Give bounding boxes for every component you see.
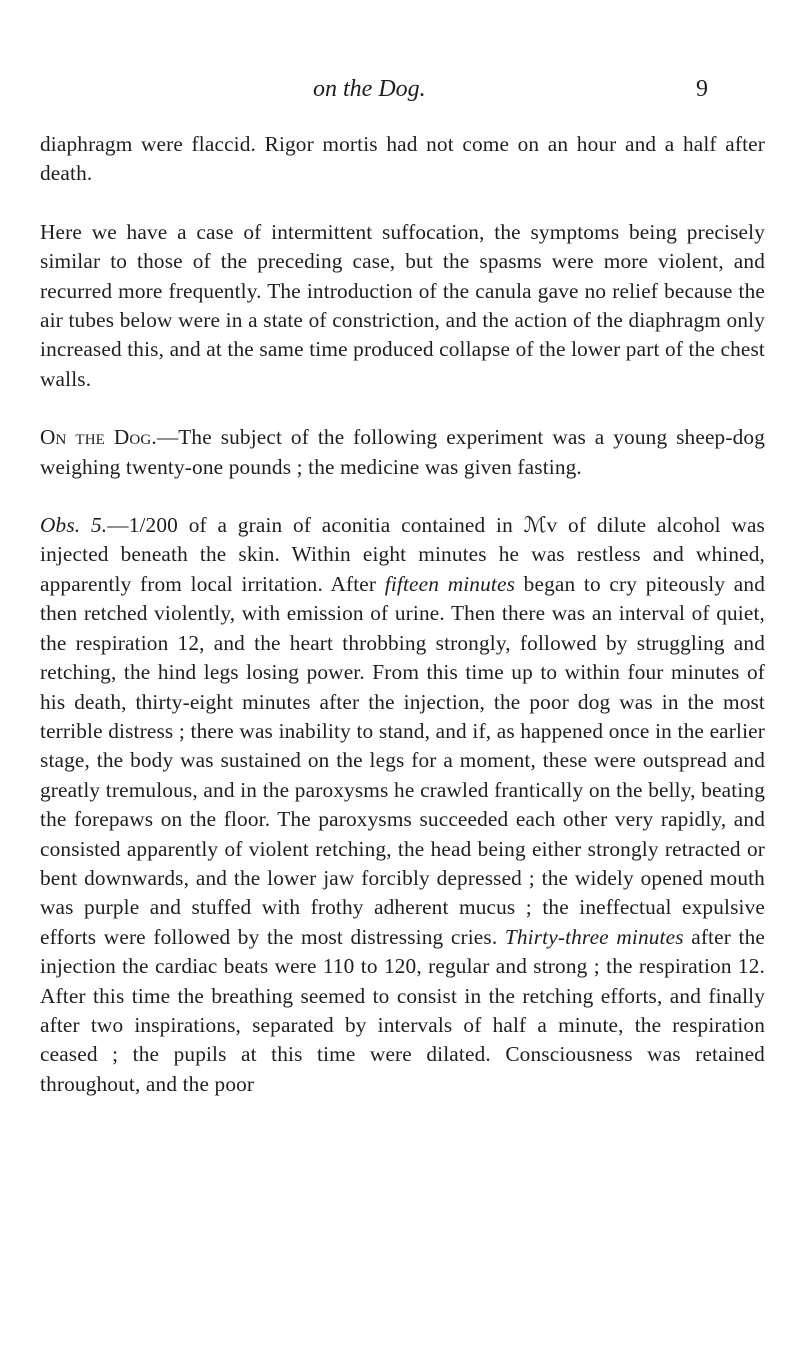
paragraph-4-text-b: began to cry piteously and then retched violently, with emission of urine. Then there was an interval of quiet, the respiration 12, and the heart throbbing strongly, followed by struggling and retching, the hind legs losing power. From this time up to within four minutes of his death, thirty-eight minutes after the injection, the poor dog was in the most terrible distress ; there was inability to stand, and if, as happened once in the earlier stage, the body was sustained on the legs for a moment, these were outspread and greatly tremulous, and in the paroxysms he crawled frantically on the belly, beating the forepaws on the floor. The paroxysms succeeded each other very rapidly, and consisted apparently of violent retching, the head being either strongly retracted or bent downwards, and the lower jaw forcibly depressed ; the widely opened mouth was purple and stuffed with frothy adherent mucus ; the ineffectual expulsive efforts were followed by the most distressing cries. (40, 571, 766, 949)
paragraph-2 (40, 218, 765, 394)
running-head (0, 76, 801, 110)
paragraph-2-text: Here we have a case of intermittent suffocation, the symptoms being precisely similar to those of the preceding case, but the spasms were more violent, and recurred more frequently. The introduction of the canula gave no relief because the air tubes below were in a state of constriction, and the action of the diaphragm only increased this, and at the same time produced collapse of the lower part of the chest walls. (40, 219, 765, 391)
page-number: 9 (696, 76, 708, 102)
running-title: on the Dog. (313, 76, 426, 102)
page-body (40, 130, 765, 1128)
dose-fraction: —1/200 (107, 513, 178, 538)
emphasis-thirty-three-minutes: Thirty-three minutes (504, 924, 684, 949)
paragraph-3-text: —The subject of the following experiment was a young sheep-dog weighing twenty-one pounds ; the medicine was given fasting. (40, 425, 765, 479)
section-heading: On the Dog. (40, 425, 157, 450)
emphasis-fifteen-minutes: fifteen minutes (384, 571, 516, 596)
paragraph-4 (40, 511, 765, 1099)
paragraph-4-text-c: after the injection the cardiac beats were 110 to 120, regular and strong ; the respiration 12. After this time the breathing seemed to consist in the retching efforts, and finally after two inspirations, separated by intervals of half a minute, the respiration ceased ; the pupils at this time were dilated. Consciousness was retained throughout, and the poor (40, 924, 765, 1096)
paragraph-1-text: diaphragm were flaccid. Rigor mortis had not come on an hour and a half after death. (40, 132, 765, 186)
paragraph-4-after: After (330, 571, 385, 596)
observation-label: Obs. 5. (40, 513, 108, 538)
paragraph-3 (40, 423, 765, 482)
paragraph-1 (40, 130, 765, 189)
paragraph-4-text-a: of a grain of aconitia contained in ℳv of dilute alcohol was injected beneath the skin. Within eight minutes he was restless and whined, apparently from local irritation. (40, 513, 765, 596)
